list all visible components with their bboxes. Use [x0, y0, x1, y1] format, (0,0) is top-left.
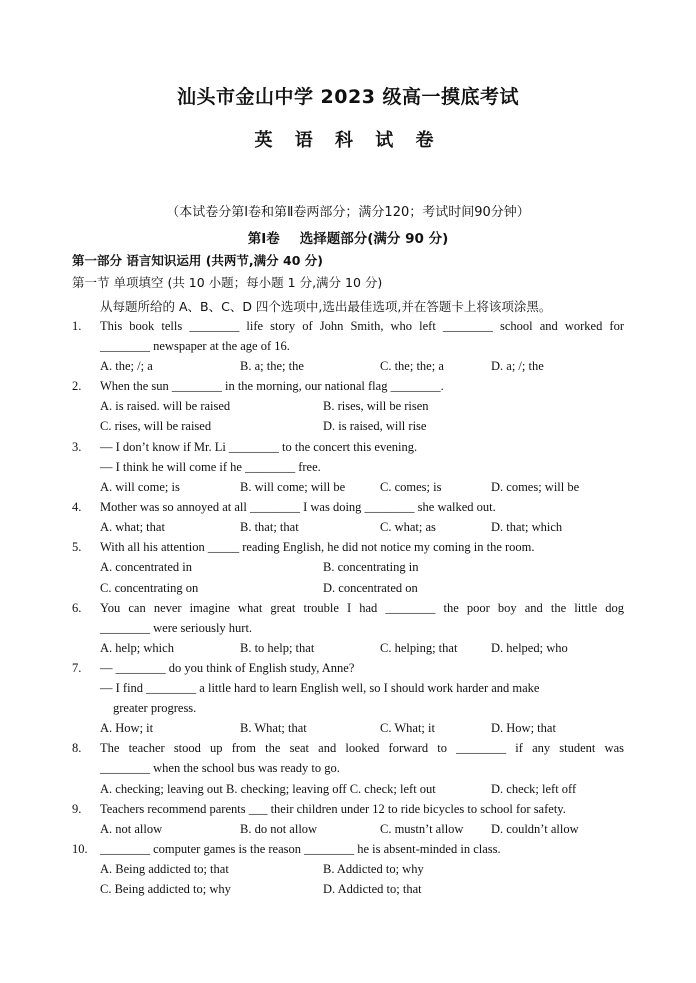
option-b: B. do not allow [240, 822, 318, 836]
option-d: D. that; which [491, 520, 563, 534]
question-text: — ________ do you think of English study, Anne? [100, 661, 355, 675]
question-text: greater progress. [113, 701, 197, 715]
option-d: D. helped; who [491, 641, 568, 655]
exam-title: 汕头市金山中学 2023 级高一摸底考试 [176, 86, 520, 108]
option-c: C. What; it [380, 721, 435, 735]
part-title: 选择题部分(满分 90 分) [299, 231, 449, 247]
option-a: A. Being addicted to; that [100, 862, 229, 876]
question-number: 5. [72, 540, 82, 554]
option-c: C. concentrating on [100, 581, 199, 595]
option-d: D. a; /; the [491, 359, 544, 373]
question-number: 10. [72, 842, 88, 856]
option-b: B. a; the; the [240, 359, 304, 373]
question-number: 8. [72, 741, 82, 755]
section-heading-2: 第一节 单项填空 (共 10 小题；每小题 1 分,满分 10 分) [72, 275, 383, 290]
option-b: B. rises, will be risen [323, 399, 429, 413]
option-d: D. comes; will be [491, 480, 580, 494]
question-number: 1. [72, 319, 82, 333]
question-text: This book tells ________ life story of John Smith, who left ________ school and worked for [100, 319, 624, 333]
option-b: B. that; that [240, 520, 299, 534]
option-a: A. not allow [100, 822, 163, 836]
option-a: A. the; /; a [100, 359, 153, 373]
option-d: D. How; that [491, 721, 556, 735]
question-text: ________ were seriously hurt. [100, 621, 253, 635]
option-c: C. Being addicted to; why [100, 882, 231, 896]
option-a: A. will come; is [100, 480, 180, 494]
question-text: You can never imagine what great trouble I had ________ the poor boy and the little dog [100, 601, 624, 615]
question-number: 2. [72, 379, 82, 393]
question-number: 9. [72, 802, 82, 816]
question-text: — I find ________ a little hard to learn English well, so I should work harder and make [100, 681, 540, 695]
option-b: B. will come; will be [240, 480, 346, 494]
option-a: A. concentrated in [100, 560, 192, 574]
section-heading-1: 第一部分 语言知识运用 (共两节,满分 40 分) [72, 253, 323, 268]
question-number: 7. [72, 661, 82, 675]
option-c: C. helping; that [380, 641, 458, 655]
option-b: B. What; that [240, 721, 307, 735]
question-text: Teachers recommend parents ___ their children under 12 to ride bicycles to school for safety. [100, 802, 566, 816]
option-b: B. to help; that [240, 641, 315, 655]
option-d: D. couldn’t allow [491, 822, 579, 836]
question-text: The teacher stood up from the seat and looked forward to ________ if any student was [100, 741, 624, 755]
option-c: C. what; as [380, 520, 436, 534]
part-label: 第Ⅰ卷 [247, 231, 280, 247]
option-d: D. is raised, will rise [323, 419, 427, 433]
option-d: D. check; left off [491, 782, 577, 796]
instruction: 从每题所给的 A、B、C、D 四个选项中,选出最佳选项,并在答题卡上将该项涂黑。 [100, 299, 552, 314]
option-b: B. concentrating in [323, 560, 419, 574]
exam-subtitle: 英 语 科 试 卷 [254, 130, 442, 151]
question-text: — I don’t know if Mr. Li ________ to the concert this evening. [100, 440, 418, 454]
part-heading [0, 227, 696, 247]
option-d: D. Addicted to; that [323, 882, 422, 896]
question-number: 3. [72, 440, 82, 454]
option-a: A. How; it [100, 721, 154, 735]
question-text: ________ computer games is the reason ________ he is absent-minded in class. [100, 842, 501, 856]
question-text: ________ when the school bus was ready to go. [100, 761, 340, 775]
exam-note: （本试卷分第Ⅰ卷和第Ⅱ卷两部分；满分120；考试时间90分钟） [166, 205, 530, 220]
option-b: B. Addicted to; why [323, 862, 424, 876]
option-a: A. help; which [100, 641, 174, 655]
question-number: 4. [72, 500, 82, 514]
question-text: When the sun ________ in the morning, our national flag ________. [100, 379, 444, 393]
question-text: With all his attention _____ reading English, he did not notice my coming in the room. [100, 540, 535, 554]
option-c: C. rises, will be raised [100, 419, 212, 433]
option-c: C. the; the; a [380, 359, 444, 373]
options-abc: A. checking; leaving out B. checking; leaving off C. check; left out [100, 782, 436, 796]
option-c: C. mustn’t allow [380, 822, 464, 836]
option-a: A. is raised. will be raised [100, 399, 231, 413]
question-number: 6. [72, 601, 82, 615]
option-a: A. what; that [100, 520, 165, 534]
option-d: D. concentrated on [323, 581, 418, 595]
option-c: C. comes; is [380, 480, 442, 494]
question-text: Mother was so annoyed at all ________ I was doing ________ she walked out. [100, 500, 496, 514]
question-text: — I think he will come if he ________ free. [100, 460, 321, 474]
question-text: ________ newspaper at the age of 16. [100, 339, 290, 353]
